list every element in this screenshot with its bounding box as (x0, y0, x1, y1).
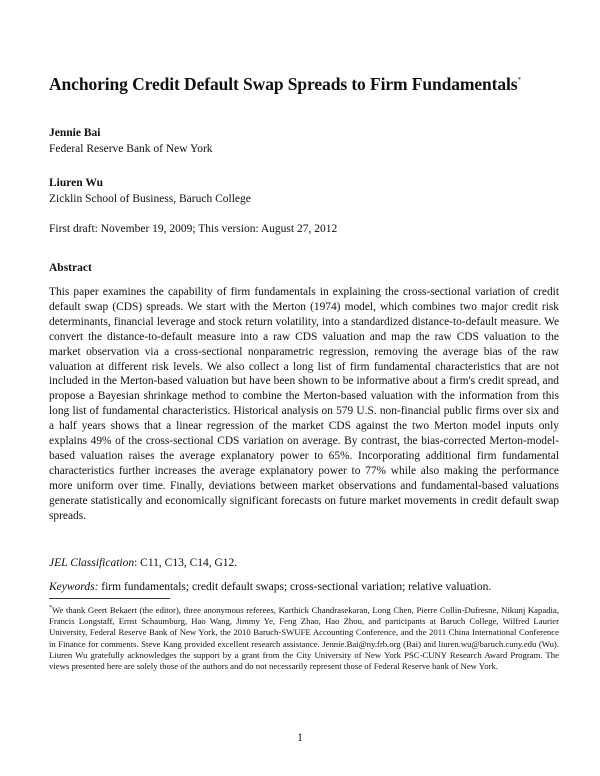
page-number: 1 (297, 732, 303, 744)
draft-dates: First draft: November 19, 2009; This version: August 27, 2012 (49, 223, 338, 235)
paper-title (49, 74, 569, 95)
keywords-label: Keywords: (49, 581, 99, 593)
author-name-1: Jennie Bai (49, 127, 101, 139)
title-footnote-mark: * (517, 76, 521, 84)
abstract-heading: Abstract (49, 262, 92, 274)
author-name-2: Liuren Wu (49, 177, 104, 189)
keywords (49, 581, 491, 593)
author-affiliation-1: Federal Reserve Bank of New York (49, 143, 213, 155)
title-text: Anchoring Credit Default Swap Spreads to Firm Fundamentals (49, 74, 518, 94)
footnote (49, 603, 559, 673)
abstract-body: This paper examines the capability of firm fundamentals in explaining the cross-sectional variation of credit default swap (CDS) spreads. We start with the Merton (1974) model, which combines two major credit risk determinants, financial leverage and stock return volatility, into a standardized distance-to-default measure. We convert the distance-to-default measure into a raw CDS valuation and map the raw CDS valuation to the market observation via a cross-sectional nonparametric regression, removing the average bias of the raw valuation at different risk levels. We also collect a long list of firm fundamental characteristics that are not included in the Merton-based valuation but have been shown to be informative about a firm's credit spread, and propose a Bayesian shrinkage method to combine the Merton-based valuation with the information from this long list of fundamental characteristics. Historical analysis on 579 U.S. non-financial public firms over six and a half years shows that a linear regression of the market CDS against the two Merton model inputs only explains 49% of the cross-sectional CDS variation on average. By contrast, the bias-corrected Merton-model-based valuation raises the average explanatory power to 65%. Incorporating additional firm fundamental characteristics further increases the average explanatory power to 77% while also making the performance more uniform over time. Finally, deviations between market observations and fundamental-based valuations generate statistically and economically significant forecasts on future market movements in credit default swap spreads. (49, 286, 559, 522)
jel-codes: : C11, C13, C14, G12. (134, 557, 238, 569)
jel-classification (49, 557, 237, 569)
jel-label: JEL Classification (49, 557, 135, 569)
footnote-text: We thank Geert Bekaert (the editor), three anonymous referees, Karthick Chandrasekaran, Long Chen, Pierre Collin-Dufresne, Nikunj Kapadia, Francis Longstaff, Ernst Schaumburg, Hao Wang, Jimmy Ye, Feng Zhao, Hao Zhou, and participants at Baruch College, Wilfred Laurier University, Federal Reserve Bank of New York, the 2010 Baruch-SWUFE Accounting Conference, and the 2011 China International Conference in Finance for comments. Steve Kang provided excellent research assistance. Jennie.Bai@ny.frb.org (Bai) and liuren.wu@baruch.cuny.edu (Wu). Liuren Wu gratefully acknowledges the support by a grant from the City University of New York PSC-CUNY Research Award Program. The views presented here are solely those of the authors and do not necessarily represent those of Federal Reserve bank of New York. (49, 604, 559, 672)
footnote-rule (49, 598, 170, 599)
keywords-text: firm fundamentals; credit default swaps; cross-sectional variation; relative valuation. (98, 581, 492, 593)
footnote-mark: * (49, 605, 52, 611)
author-affiliation-2: Zicklin School of Business, Baruch College (49, 193, 251, 205)
